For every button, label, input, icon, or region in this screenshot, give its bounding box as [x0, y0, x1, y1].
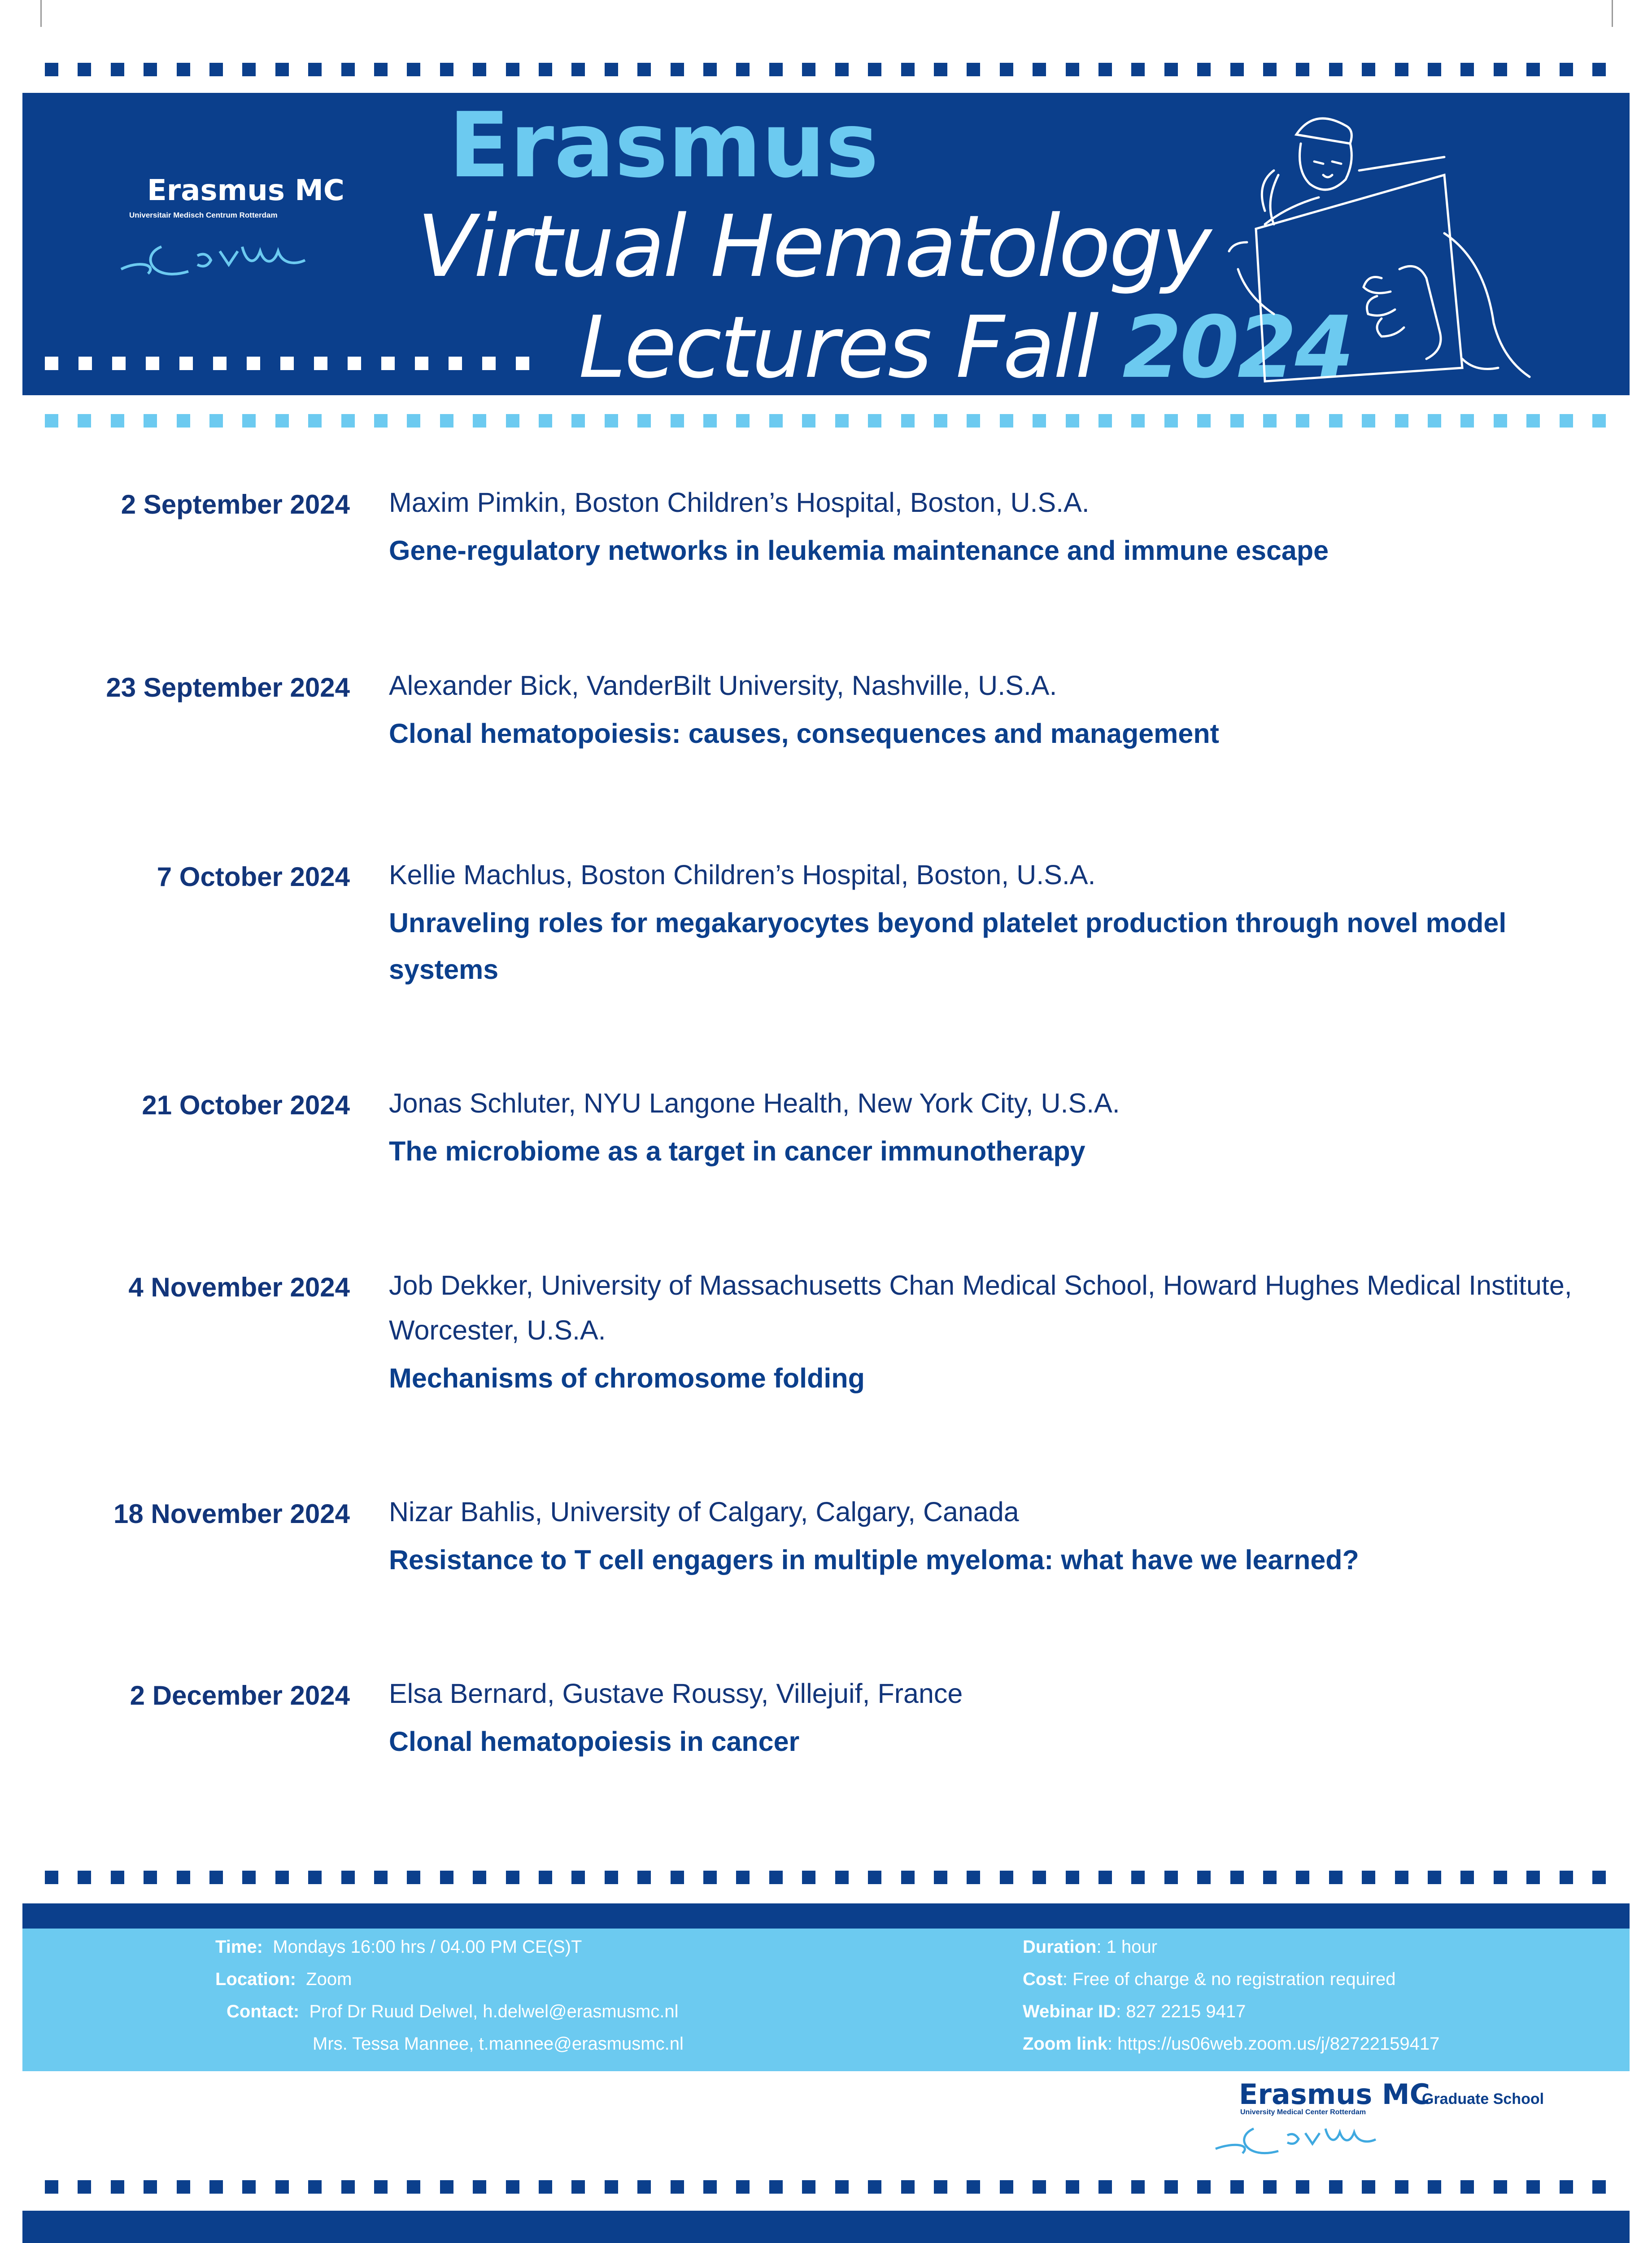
- border-dot: [308, 2180, 322, 2194]
- border-dot: [901, 2180, 915, 2194]
- border-dot: [671, 2180, 684, 2194]
- border-dot: [1000, 63, 1013, 76]
- border-dot: [736, 414, 750, 428]
- border-dot: [1592, 1871, 1606, 1884]
- border-dot: [1428, 2180, 1441, 2194]
- border-dot: [374, 2180, 388, 2194]
- lecture-speaker: Kellie Machlus, Boston Children’s Hospital, Boston, U.S.A.: [389, 860, 1096, 890]
- lecture-date: 23 September 2024: [106, 672, 350, 703]
- border-dot: [1395, 414, 1408, 428]
- border-dot: [275, 2180, 289, 2194]
- border-dot: [802, 63, 815, 76]
- border-dot: [1164, 1871, 1178, 1884]
- border-dot: [449, 357, 462, 370]
- webinar-value: : 827 2215 9417: [1116, 2002, 1246, 2021]
- border-dot: [769, 1871, 783, 1884]
- border-dot: [1592, 63, 1606, 76]
- border-dot: [802, 414, 815, 428]
- border-dot: [341, 1871, 355, 1884]
- border-dot: [671, 63, 684, 76]
- border-dot: [1296, 63, 1309, 76]
- border-dot: [1000, 1871, 1013, 1884]
- border-dot: [1098, 1871, 1112, 1884]
- erasmus-mc-logo-subtitle: Universitair Medisch Centrum Rotterdam: [129, 211, 278, 219]
- border-dot: [1395, 1871, 1408, 1884]
- border-dot: [247, 357, 260, 370]
- contact-value-2[interactable]: Mrs. Tessa Mannee, t.mannee@erasmusmc.nl: [313, 2034, 684, 2054]
- border-dot: [177, 2180, 190, 2194]
- border-dot: [1033, 414, 1046, 428]
- border-dot: [1066, 63, 1079, 76]
- border-dot: [1230, 414, 1244, 428]
- border-dot: [571, 414, 585, 428]
- border-dot: [506, 414, 519, 428]
- border-dot: [440, 2180, 453, 2194]
- footer-webinar: [1023, 2002, 1246, 2022]
- title-lectures-text: Lectures Fall: [579, 298, 1097, 397]
- border-dot: [539, 414, 552, 428]
- duration-label: Duration: [1023, 1937, 1097, 1957]
- lecture-date: 7 October 2024: [157, 862, 350, 892]
- border-dot: [1592, 2180, 1606, 2194]
- border-dot: [1395, 2180, 1408, 2194]
- top-dotted-border: [45, 63, 1606, 76]
- border-dot: [308, 414, 322, 428]
- border-dot: [1197, 414, 1211, 428]
- border-dot: [868, 2180, 881, 2194]
- border-dot: [1263, 63, 1277, 76]
- lecture-title: Clonal hematopoiesis: causes, consequences and management: [389, 718, 1219, 749]
- border-dot: [45, 2180, 58, 2194]
- border-dot: [1230, 1871, 1244, 1884]
- border-dot: [516, 357, 529, 370]
- footer-time: [215, 1937, 582, 1957]
- border-dot: [605, 2180, 618, 2194]
- border-dot: [736, 2180, 750, 2194]
- border-dot: [242, 63, 256, 76]
- lecture-date: 4 November 2024: [128, 1272, 350, 1302]
- border-dot: [473, 1871, 486, 1884]
- graduate-school-label: Graduate School: [1422, 2090, 1544, 2108]
- lecture-title: Unraveling roles for megakaryocytes beyond platelet production through novel model systems: [389, 908, 1507, 985]
- border-dot: [539, 63, 552, 76]
- lecture-title: Gene-regulatory networks in leukemia maintenance and immune escape: [389, 535, 1329, 566]
- border-dot: [1329, 2180, 1343, 2194]
- border-dot: [308, 63, 322, 76]
- border-dot: [111, 63, 124, 76]
- border-dot: [868, 414, 881, 428]
- border-dot: [209, 63, 223, 76]
- border-dot: [637, 1871, 651, 1884]
- border-dot: [111, 1871, 124, 1884]
- border-dot: [1098, 2180, 1112, 2194]
- border-dot: [703, 414, 717, 428]
- border-dot: [1131, 414, 1145, 428]
- border-dot: [571, 63, 585, 76]
- border-dot: [275, 1871, 289, 1884]
- border-dot: [112, 357, 126, 370]
- border-dot: [1000, 414, 1013, 428]
- border-dot: [1131, 1871, 1145, 1884]
- border-dot: [78, 63, 91, 76]
- border-dot: [213, 357, 227, 370]
- border-dot: [539, 2180, 552, 2194]
- border-dot: [341, 2180, 355, 2194]
- footer-contact: [227, 2002, 679, 2022]
- border-dot: [1131, 63, 1145, 76]
- border-dot: [1230, 2180, 1244, 2194]
- border-dot: [1494, 63, 1507, 76]
- border-dot: [209, 414, 223, 428]
- cost-label: Cost: [1023, 1969, 1063, 1989]
- header-dotted-border: [45, 414, 1606, 428]
- border-dot: [934, 1871, 947, 1884]
- border-dot: [1362, 414, 1375, 428]
- border-dot: [1066, 1871, 1079, 1884]
- border-dot: [1460, 1871, 1474, 1884]
- erasmus-signature-logo: [112, 220, 381, 287]
- border-dot: [1164, 63, 1178, 76]
- border-dot: [703, 1871, 717, 1884]
- border-dot: [1197, 2180, 1211, 2194]
- footer-dotted-border: [45, 1871, 1606, 1884]
- contact-value-1[interactable]: Prof Dr Ruud Delwel, h.delwel@erasmusmc.nl: [309, 2002, 679, 2021]
- border-dot: [308, 1871, 322, 1884]
- border-dot: [374, 1871, 388, 1884]
- time-value: Mondays 16:00 hrs / 04.00 PM CE(S)T: [273, 1937, 582, 1957]
- bottom-banner: [22, 2211, 1630, 2243]
- header-inline-dots: [45, 357, 529, 370]
- border-dot: [605, 63, 618, 76]
- border-dot: [769, 414, 783, 428]
- border-dot: [605, 1871, 618, 1884]
- border-dot: [1098, 63, 1112, 76]
- border-dot: [473, 2180, 486, 2194]
- border-dot: [736, 63, 750, 76]
- border-dot: [1197, 63, 1211, 76]
- border-dot: [703, 63, 717, 76]
- border-dot: [440, 1871, 453, 1884]
- border-dot: [144, 63, 157, 76]
- border-dot: [1066, 2180, 1079, 2194]
- border-dot: [1395, 63, 1408, 76]
- border-dot: [78, 414, 91, 428]
- border-dot: [1428, 1871, 1441, 1884]
- border-dot: [1230, 63, 1244, 76]
- time-label: Time:: [215, 1937, 263, 1957]
- border-dot: [802, 1871, 815, 1884]
- border-dot: [275, 414, 289, 428]
- border-dot: [1526, 63, 1540, 76]
- border-dot: [177, 1871, 190, 1884]
- border-dot: [407, 414, 420, 428]
- border-dot: [440, 63, 453, 76]
- border-dot: [146, 357, 159, 370]
- footer-duration: [1023, 1937, 1157, 1957]
- webinar-label: Webinar ID: [1023, 2002, 1116, 2021]
- border-dot: [374, 414, 388, 428]
- border-dot: [45, 357, 58, 370]
- location-value: Zoom: [306, 1969, 352, 1989]
- border-dot: [78, 1871, 91, 1884]
- lecture-date: 2 December 2024: [130, 1680, 350, 1711]
- border-dot: [473, 63, 486, 76]
- border-dot: [1428, 414, 1441, 428]
- border-dot: [1526, 2180, 1540, 2194]
- border-dot: [1494, 2180, 1507, 2194]
- border-dot: [314, 357, 327, 370]
- border-dot: [868, 1871, 881, 1884]
- border-dot: [374, 63, 388, 76]
- zoom-label: Zoom link: [1023, 2034, 1107, 2054]
- border-dot: [341, 63, 355, 76]
- zoom-link[interactable]: : https://us06web.zoom.us/j/82722159417: [1107, 2034, 1440, 2054]
- border-dot: [177, 414, 190, 428]
- crop-mark: [40, 0, 42, 27]
- border-dot: [901, 414, 915, 428]
- border-dot: [835, 63, 849, 76]
- border-dot: [348, 357, 361, 370]
- border-dot: [506, 63, 519, 76]
- border-dot: [1460, 414, 1474, 428]
- border-dot: [1526, 1871, 1540, 1884]
- border-dot: [177, 63, 190, 76]
- border-dot: [506, 2180, 519, 2194]
- erasmus-mc-logo-text: Erasmus MC: [147, 174, 344, 207]
- border-dot: [1263, 2180, 1277, 2194]
- erasmus-portrait-illustration: [1211, 108, 1534, 395]
- footer-top-strip: [22, 1903, 1630, 1929]
- border-dot: [1460, 63, 1474, 76]
- border-dot: [671, 414, 684, 428]
- lecture-speaker: Job Dekker, University of Massachusetts Chan Medical School, Howard Hughes Medical Institute, Worcester, U.S.A.: [389, 1270, 1572, 1345]
- footer-zoom: [1023, 2034, 1439, 2054]
- border-dot: [144, 2180, 157, 2194]
- border-dot: [506, 1871, 519, 1884]
- border-dot: [605, 414, 618, 428]
- border-dot: [1329, 1871, 1343, 1884]
- border-dot: [242, 2180, 256, 2194]
- border-dot: [381, 357, 395, 370]
- border-dot: [111, 2180, 124, 2194]
- border-dot: [637, 414, 651, 428]
- border-dot: [1560, 2180, 1573, 2194]
- lecture-speaker: Alexander Bick, VanderBilt University, Nashville, U.S.A.: [389, 670, 1057, 701]
- border-dot: [1460, 2180, 1474, 2194]
- lecture-title: The microbiome as a target in cancer immunotherapy: [389, 1136, 1085, 1166]
- border-dot: [736, 1871, 750, 1884]
- footer-erasmus-mc-logo-text: Erasmus MC: [1239, 2078, 1430, 2111]
- location-label: Location:: [215, 1969, 296, 1989]
- border-dot: [1197, 1871, 1211, 1884]
- border-dot: [1296, 1871, 1309, 1884]
- border-dot: [1526, 414, 1540, 428]
- border-dot: [1428, 63, 1441, 76]
- duration-value: : 1 hour: [1096, 1937, 1158, 1957]
- border-dot: [275, 63, 289, 76]
- border-dot: [967, 1871, 980, 1884]
- border-dot: [144, 414, 157, 428]
- lecture-speaker: Jonas Schluter, NYU Langone Health, New York City, U.S.A.: [389, 1088, 1120, 1118]
- border-dot: [280, 357, 294, 370]
- border-dot: [482, 357, 496, 370]
- border-dot: [1296, 414, 1309, 428]
- border-dot: [440, 414, 453, 428]
- border-dot: [967, 414, 980, 428]
- border-dot: [1296, 2180, 1309, 2194]
- border-dot: [901, 63, 915, 76]
- border-dot: [1592, 414, 1606, 428]
- footer-signature-logo: [1211, 2108, 1426, 2162]
- border-dot: [78, 357, 92, 370]
- crop-mark: [1612, 0, 1613, 27]
- border-dot: [802, 2180, 815, 2194]
- border-dot: [967, 2180, 980, 2194]
- footer-contact-2: [313, 2034, 684, 2054]
- border-dot: [209, 2180, 223, 2194]
- border-dot: [539, 1871, 552, 1884]
- lecture-title: Mechanisms of chromosome folding: [389, 1363, 865, 1393]
- border-dot: [769, 63, 783, 76]
- border-dot: [1164, 414, 1178, 428]
- border-dot: [45, 1871, 58, 1884]
- border-dot: [1000, 2180, 1013, 2194]
- border-dot: [209, 1871, 223, 1884]
- lecture-speaker: Elsa Bernard, Gustave Roussy, Villejuif, France: [389, 1678, 963, 1709]
- border-dot: [144, 1871, 157, 1884]
- border-dot: [1362, 63, 1375, 76]
- border-dot: [1329, 63, 1343, 76]
- border-dot: [407, 1871, 420, 1884]
- footer-location: [215, 1969, 352, 1990]
- border-dot: [1263, 1871, 1277, 1884]
- border-dot: [407, 2180, 420, 2194]
- border-dot: [179, 357, 193, 370]
- title-virtual-hematology: Virtual Hematology: [417, 197, 1210, 296]
- border-dot: [1066, 414, 1079, 428]
- border-dot: [242, 414, 256, 428]
- border-dot: [1131, 2180, 1145, 2194]
- border-dot: [78, 2180, 91, 2194]
- footer-erasmus-mc-logo-subtitle: University Medical Center Rotterdam: [1240, 2108, 1366, 2116]
- border-dot: [1362, 1871, 1375, 1884]
- border-dot: [571, 2180, 585, 2194]
- title-year: 2024: [1122, 298, 1353, 397]
- contact-label: Contact:: [227, 2002, 300, 2021]
- border-dot: [1329, 414, 1343, 428]
- border-dot: [1033, 63, 1046, 76]
- lecture-title: Resistance to T cell engagers in multiple myeloma: what have we learned?: [389, 1545, 1359, 1575]
- border-dot: [769, 2180, 783, 2194]
- border-dot: [1033, 2180, 1046, 2194]
- border-dot: [901, 1871, 915, 1884]
- border-dot: [868, 63, 881, 76]
- border-dot: [1263, 414, 1277, 428]
- border-dot: [571, 1871, 585, 1884]
- lecture-date: 18 November 2024: [113, 1499, 350, 1529]
- lecture-title: Clonal hematopoiesis in cancer: [389, 1726, 800, 1757]
- lecture-date: 21 October 2024: [142, 1090, 350, 1120]
- footer-cost: [1023, 1969, 1396, 1990]
- cost-value: : Free of charge & no registration required: [1062, 1969, 1396, 1989]
- border-dot: [1494, 414, 1507, 428]
- border-dot: [1494, 1871, 1507, 1884]
- border-dot: [1560, 63, 1573, 76]
- border-dot: [45, 63, 58, 76]
- border-dot: [473, 414, 486, 428]
- border-dot: [1033, 1871, 1046, 1884]
- border-dot: [835, 2180, 849, 2194]
- border-dot: [934, 2180, 947, 2194]
- border-dot: [45, 414, 58, 428]
- border-dot: [1164, 2180, 1178, 2194]
- border-dot: [637, 2180, 651, 2194]
- lecture-speaker: Nizar Bahlis, University of Calgary, Calgary, Canada: [389, 1497, 1019, 1527]
- border-dot: [1362, 2180, 1375, 2194]
- border-dot: [967, 63, 980, 76]
- lecture-speaker: Maxim Pimkin, Boston Children’s Hospital, Boston, U.S.A.: [389, 487, 1090, 518]
- border-dot: [1560, 1871, 1573, 1884]
- bottom-dotted-border: [45, 2180, 1606, 2194]
- lecture-date: 2 September 2024: [121, 489, 350, 519]
- border-dot: [835, 1871, 849, 1884]
- border-dot: [242, 1871, 256, 1884]
- title-erasmus: Erasmus: [449, 93, 879, 198]
- border-dot: [934, 414, 947, 428]
- border-dot: [703, 2180, 717, 2194]
- border-dot: [1098, 414, 1112, 428]
- border-dot: [415, 357, 428, 370]
- border-dot: [111, 414, 124, 428]
- border-dot: [341, 414, 355, 428]
- border-dot: [637, 63, 651, 76]
- border-dot: [1560, 414, 1573, 428]
- border-dot: [407, 63, 420, 76]
- border-dot: [835, 414, 849, 428]
- border-dot: [934, 63, 947, 76]
- border-dot: [671, 1871, 684, 1884]
